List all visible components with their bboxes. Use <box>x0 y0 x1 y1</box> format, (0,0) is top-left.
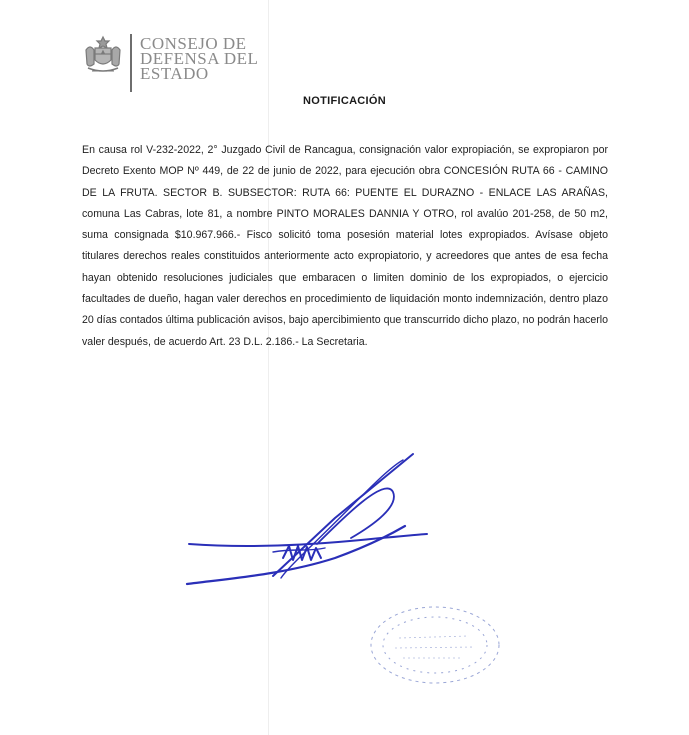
institution-name-line-1: CONSEJO DE <box>140 34 247 53</box>
institution-name-line-3: ESTADO <box>140 64 209 83</box>
institution-name <box>140 36 258 81</box>
document-title: NOTIFICACIÓN <box>302 95 387 107</box>
institution-logo <box>82 30 272 100</box>
coat-of-arms-icon <box>82 34 124 74</box>
notification-body: En causa rol V-232-2022, 2° Juzgado Civil de Rancagua, consignación valor expropiación, se expropiaron por Decreto Exento MOP Nº 449, de 22 de junio de 2022, para ejecución obra CONCESIÓN RUTA 66 - CAMINO DE LA FRUTA. SECTOR B. SUBSECTOR: RUTA 66: PUENTE EL DURAZNO - ENLACE LAS ARAÑAS, comuna Las Cabras, lote 81, a nombre PINTO MORALES DANNIA Y OTRO, rol avalúo 201-258, de 50 m2, suma consignada $10.967.966.- Fisco solicitó toma posesión material lotes expropiados. Avísase objeto titulares derechos reales constituidos anteriormente acto expropiatorio, y acreedores que antes de esa fecha hayan obtenido resoluciones judiciales que embaracen o limiten dominio de los expropiados, o ejercicio facultades de dueño, hagan valer derechos en procedimiento de liquidación monto indemnización, dentro plazo 20 días contados última publicación avisos, bajo apercibimiento que transcurrido dicho plazo, no podrán hacerlo valer después, de acuerdo Art. 23 D.L. 2.186.- La Secretaria. <box>82 144 608 348</box>
logo-divider <box>130 34 132 92</box>
institution-name-line-2: DEFENSA DEL <box>140 49 259 68</box>
faded-official-stamp <box>365 600 505 690</box>
handwritten-signature <box>185 448 430 598</box>
scan-fold-line <box>268 0 269 735</box>
document-title-row <box>0 95 689 107</box>
